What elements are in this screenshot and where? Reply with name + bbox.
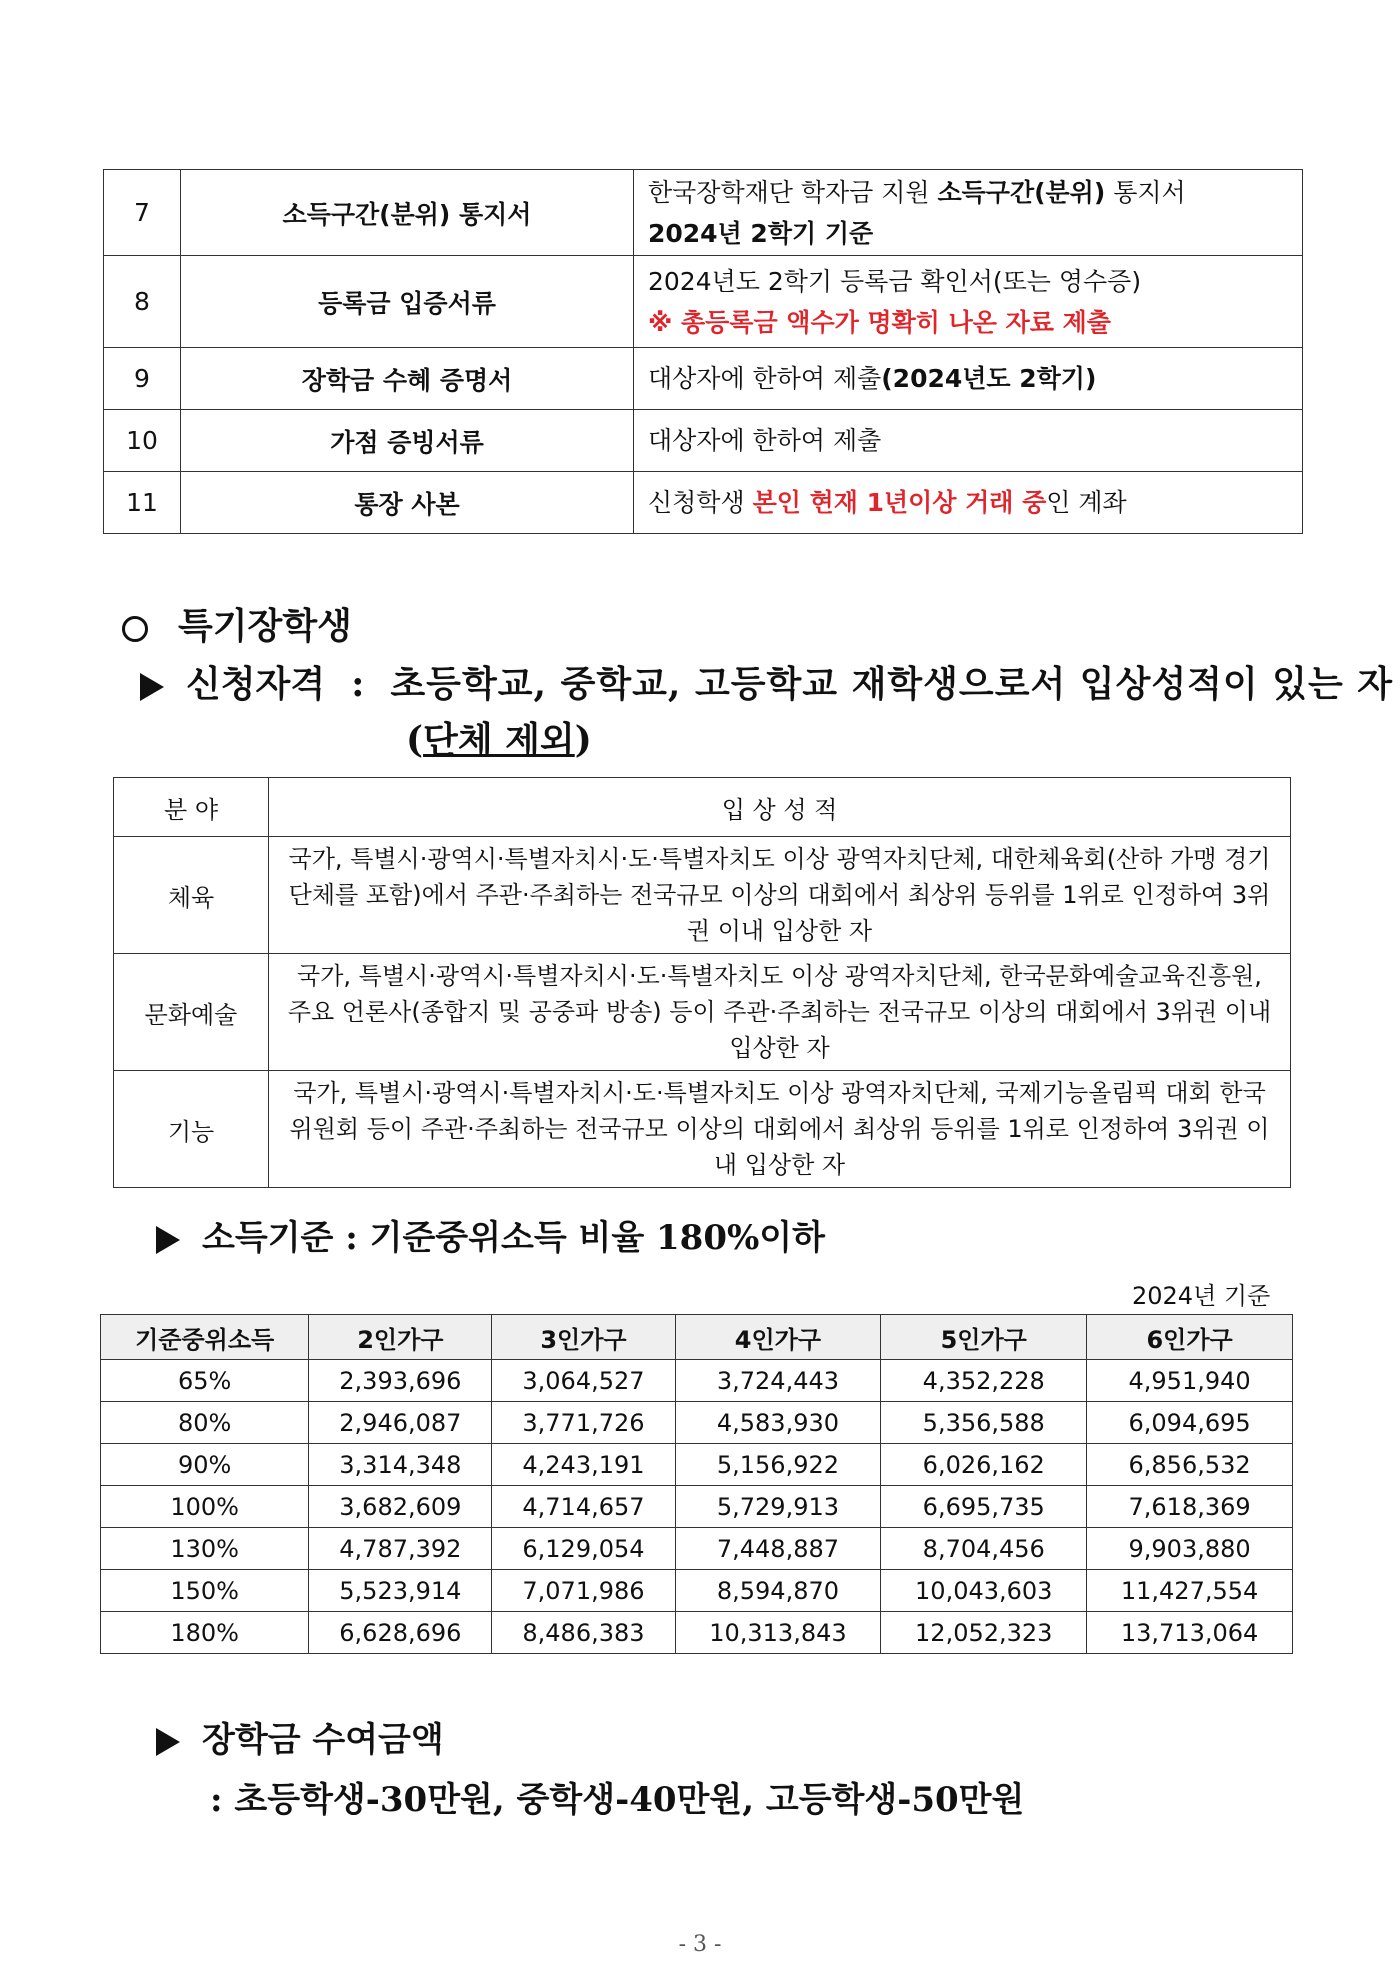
income-ratio-cell: 150% — [101, 1570, 309, 1612]
income-value-cell: 6,129,054 — [492, 1528, 675, 1570]
award-criteria: 국가, 특별시·광역시·특별자치시·도·특별자치도 이상 광역자치단체, 대한체육회(산하 가맹 경기단체를 포함)에서 주관·주최하는 전국규모 이상의 대회에서 최상위 등위를 1위로 인정하여 3위권 이내 입상한 자 — [269, 837, 1291, 954]
income-value-cell: 5,729,913 — [675, 1486, 881, 1528]
award-field: 체육 — [114, 837, 269, 954]
desc-text: 대상자에 한하여 제출 — [648, 364, 882, 393]
row-number: 9 — [104, 348, 181, 410]
table-row — [104, 348, 1303, 410]
award-amount-title-text: 장학금 수여금액 — [202, 1720, 444, 1760]
table-row — [101, 1528, 1293, 1570]
triangle-bullet-icon — [156, 1728, 180, 1756]
document-description: 대상자에 한하여 제출 — [634, 410, 1303, 472]
qualification-label: 신청자격 — [186, 663, 326, 705]
document-description — [634, 256, 1303, 348]
table-row — [101, 1570, 1293, 1612]
paren-close: ) — [574, 719, 592, 761]
income-value-cell: 3,724,443 — [675, 1360, 881, 1402]
income-value-cell: 10,313,843 — [675, 1612, 881, 1654]
income-value-cell: 6,628,696 — [309, 1612, 492, 1654]
income-ratio-cell: 180% — [101, 1612, 309, 1654]
table-row — [114, 1071, 1291, 1188]
section-title-text: 특기장학생 — [178, 605, 352, 647]
table-header-row — [114, 778, 1291, 837]
award-field: 문화예술 — [114, 954, 269, 1071]
desc-warning-text: ※ 총등록금 액수가 명확히 나온 자료 제출 — [648, 307, 1111, 337]
income-value-cell: 5,156,922 — [675, 1444, 881, 1486]
colon-separator: : — [351, 663, 365, 705]
income-table-body — [101, 1360, 1293, 1654]
table-row — [104, 410, 1303, 472]
table-row — [101, 1486, 1293, 1528]
documents-table — [103, 169, 1303, 534]
column-header: 기준중위소득 — [101, 1315, 309, 1360]
award-field: 기능 — [114, 1071, 269, 1188]
income-value-cell: 4,583,930 — [675, 1402, 881, 1444]
document-description — [634, 472, 1303, 534]
income-value-cell: 3,064,527 — [492, 1360, 675, 1402]
table-row — [114, 954, 1291, 1071]
qualification-line — [140, 656, 1394, 707]
table-row — [101, 1360, 1293, 1402]
column-header: 분 야 — [114, 778, 269, 837]
income-value-cell: 3,314,348 — [309, 1444, 492, 1486]
income-title — [156, 1210, 825, 1259]
desc-highlight-text: 본인 현재 1년이상 거래 중 — [752, 488, 1047, 517]
column-header: 2인가구 — [309, 1315, 492, 1360]
desc-text: 인 계좌 — [1046, 488, 1127, 517]
document-name: 가점 증빙서류 — [181, 410, 634, 472]
qualification-note — [406, 712, 592, 763]
award-amount-title — [156, 1712, 444, 1761]
income-value-cell: 7,071,986 — [492, 1570, 675, 1612]
income-value-cell: 2,946,087 — [309, 1402, 492, 1444]
income-value-cell: 6,026,162 — [881, 1444, 1087, 1486]
table-row — [101, 1444, 1293, 1486]
income-ratio-cell: 65% — [101, 1360, 309, 1402]
income-value-cell: 4,787,392 — [309, 1528, 492, 1570]
desc-text: 2024년도 2학기 등록금 확인서(또는 영수증) — [648, 266, 1142, 296]
column-header: 3인가구 — [492, 1315, 675, 1360]
income-value-cell: 6,094,695 — [1087, 1402, 1293, 1444]
qualification-text: 초등학교, 중학교, 고등학교 재학생으로서 입상성적이 있는 자 — [390, 663, 1394, 705]
income-value-cell: 8,486,383 — [492, 1612, 675, 1654]
document-description — [634, 348, 1303, 410]
income-value-cell: 4,951,940 — [1087, 1360, 1293, 1402]
income-value-cell: 13,713,064 — [1087, 1612, 1293, 1654]
income-value-cell: 10,043,603 — [881, 1570, 1087, 1612]
row-number: 8 — [104, 256, 181, 348]
income-value-cell: 2,393,696 — [309, 1360, 492, 1402]
income-ratio-cell: 130% — [101, 1528, 309, 1570]
table-row — [101, 1612, 1293, 1654]
desc-text: 통지서 — [1105, 177, 1186, 207]
qualification-note-text: 단체 제외 — [423, 719, 575, 761]
income-ratio-cell: 100% — [101, 1486, 309, 1528]
section-title-special — [122, 598, 352, 649]
income-value-cell: 5,356,588 — [881, 1402, 1087, 1444]
award-amount-text: : 초등학생-30만원, 중학생-40만원, 고등학생-50만원 — [210, 1780, 1025, 1820]
table-row — [104, 472, 1303, 534]
circle-bullet-icon — [122, 616, 148, 642]
document-name: 등록금 입증서류 — [181, 256, 634, 348]
column-header: 입 상 성 적 — [269, 778, 1291, 837]
desc-bold-text: (2024년도 2학기) — [881, 364, 1097, 393]
row-number: 10 — [104, 410, 181, 472]
desc-text: 한국장학재단 학자금 지원 — [648, 177, 938, 207]
table-header-row — [101, 1315, 1293, 1360]
income-value-cell: 4,714,657 — [492, 1486, 675, 1528]
desc-bold-text: 소득구간(분위) — [937, 177, 1106, 207]
income-value-cell: 12,052,323 — [881, 1612, 1087, 1654]
income-value-cell: 8,704,456 — [881, 1528, 1087, 1570]
award-criteria: 국가, 특별시·광역시·특별자치시·도·특별자치도 이상 광역자치단체, 한국문화예술교육진흥원, 주요 언론사(종합지 및 공중파 방송) 등이 주관·주최하는 전국규모 이상의 대회에서 3위권 이내 입상한 자 — [269, 954, 1291, 1071]
income-value-cell: 5,523,914 — [309, 1570, 492, 1612]
triangle-bullet-icon — [140, 673, 164, 701]
document-description — [634, 170, 1303, 256]
triangle-bullet-icon — [156, 1226, 180, 1254]
table-row — [104, 256, 1303, 348]
award-criteria: 국가, 특별시·광역시·특별자치시·도·특별자치도 이상 광역자치단체, 국제기능올림픽 대회 한국위원회 등이 주관·주최하는 전국규모 이상의 대회에서 최상위 등위를 1위로 인정하여 3위권 이내 입상한 자 — [269, 1071, 1291, 1188]
page-number: - 3 - — [678, 1932, 722, 1957]
income-value-cell: 9,903,880 — [1087, 1528, 1293, 1570]
column-header: 6인가구 — [1087, 1315, 1293, 1360]
document-name: 통장 사본 — [181, 472, 634, 534]
column-header: 5인가구 — [881, 1315, 1087, 1360]
income-value-cell: 7,448,887 — [675, 1528, 881, 1570]
row-number: 11 — [104, 472, 181, 534]
income-value-cell: 3,771,726 — [492, 1402, 675, 1444]
income-value-cell: 11,427,554 — [1087, 1570, 1293, 1612]
income-value-cell: 4,243,191 — [492, 1444, 675, 1486]
income-basis: 2024년 기준 — [1132, 1282, 1271, 1310]
income-value-cell: 6,856,532 — [1087, 1444, 1293, 1486]
income-table — [100, 1314, 1293, 1654]
table-row — [114, 837, 1291, 954]
paren-open: ( — [406, 719, 424, 761]
table-row — [101, 1402, 1293, 1444]
desc-text: 신청학생 — [648, 488, 753, 517]
row-number: 7 — [104, 170, 181, 256]
income-value-cell: 8,594,870 — [675, 1570, 881, 1612]
table-row — [104, 170, 1303, 256]
desc-bold-line: 2024년 2학기 기준 — [648, 218, 874, 248]
income-value-cell: 4,352,228 — [881, 1360, 1087, 1402]
income-value-cell: 7,618,369 — [1087, 1486, 1293, 1528]
income-value-cell: 3,682,609 — [309, 1486, 492, 1528]
column-header: 4인가구 — [675, 1315, 881, 1360]
income-ratio-cell: 90% — [101, 1444, 309, 1486]
document-name: 장학금 수혜 증명서 — [181, 348, 634, 410]
document-name: 소득구간(분위) 통지서 — [181, 170, 634, 256]
award-criteria-table — [113, 777, 1291, 1188]
income-title-text: 소득기준 : 기준중위소득 비율 180%이하 — [202, 1218, 825, 1258]
income-value-cell: 6,695,735 — [881, 1486, 1087, 1528]
income-ratio-cell: 80% — [101, 1402, 309, 1444]
